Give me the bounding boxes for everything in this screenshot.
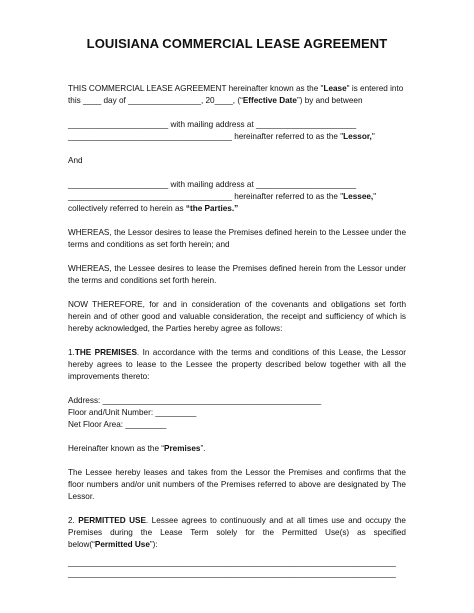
permitted-use-blank-line-1: ________________________________________________________________________	[68, 558, 396, 567]
intro-paragraph	[68, 83, 406, 107]
and-label: And	[68, 156, 83, 165]
premises-term: Premises	[164, 444, 201, 453]
lessor-line-2: ____________________________________ hereinafter referred to as the "Lessor,"	[68, 132, 375, 141]
lessee-line-3: collectively referred to herein as “the Parties.”	[68, 204, 239, 213]
parties-term: “the Parties.”	[185, 204, 239, 213]
lessor-line-1: ______________________ with mailing address at ______________________	[68, 120, 357, 129]
premises-known-as: Hereinafter known as the “Premises”.	[68, 444, 206, 453]
premises-confirm-paragraph: The Lessee hereby leases and takes from the Lessor the Premises and confirms that the floor numbers and/or unit numbers of the Premises referred to above are designated by The Lessor.	[68, 468, 406, 501]
permitted-use-paragraph: 2. PERMITTED USE. Lessee agrees to continuously and at all times use and occupy the Premises during the Lease Term solely for the Permitted Use(s) as specified below(“Permitted Use”):	[68, 516, 406, 549]
floor-unit-field: Floor and/Unit Number: _________	[68, 408, 197, 417]
lessee-line-2: ____________________________________ hereinafter referred to as the "Lessee,"	[68, 192, 377, 201]
intro-line-1: THIS COMMERCIAL LEASE AGREEMENT hereinafter known as the "Lease" is entered into	[68, 84, 404, 93]
premises-fields	[68, 395, 406, 431]
lessee-line-1: ______________________ with mailing address at ______________________	[68, 180, 357, 189]
permitted-use-heading: PERMITTED USE	[78, 516, 146, 525]
now-therefore-paragraph: NOW THEREFORE, for and in consideration of the covenants and obligations set forth herein and of other good and valuable consideration, the receipt and sufficiency of which is hereby acknowledged, the Parties hereby agree as follows:	[68, 300, 406, 333]
lessee-term: Lessee,	[343, 192, 374, 201]
whereas-lessor-paragraph: WHEREAS, the Lessor desires to lease the Premises defined herein to the Lessee under the terms and conditions as set forth herein; and	[68, 228, 406, 249]
address-field: Address: ________________________________________________	[68, 396, 322, 405]
premises-paragraph: 1.THE PREMISES. In accordance with the terms and conditions of this Lease, the Lessor hereby agrees to lease to the Lessee the property described below together with all the improvements thereto:	[68, 348, 406, 381]
net-floor-area-field: Net Floor Area: _________	[68, 420, 167, 429]
lessor-term: Lessor,	[343, 132, 372, 141]
permitted-use-term: Permitted Use	[94, 540, 150, 549]
premises-heading: THE PREMISES	[74, 348, 137, 357]
intro-line-2: this ____ day of ________________, 20____, (“Effective Date”) by and between	[68, 96, 363, 105]
lease-term: Lease	[323, 84, 347, 93]
whereas-lessee-paragraph: WHEREAS, the Lessee desires to lease the Premises defined herein from the Lessor under the terms and conditions set forth herein.	[68, 264, 406, 285]
lessee-paragraph	[68, 179, 406, 215]
permitted-use-blank-line-2: ________________________________________________________________________	[68, 569, 396, 578]
effective-date-term: Effective Date	[242, 96, 297, 105]
document-title: LOUISIANA COMMERCIAL LEASE AGREEMENT	[86, 36, 388, 51]
lessor-paragraph	[68, 119, 406, 143]
